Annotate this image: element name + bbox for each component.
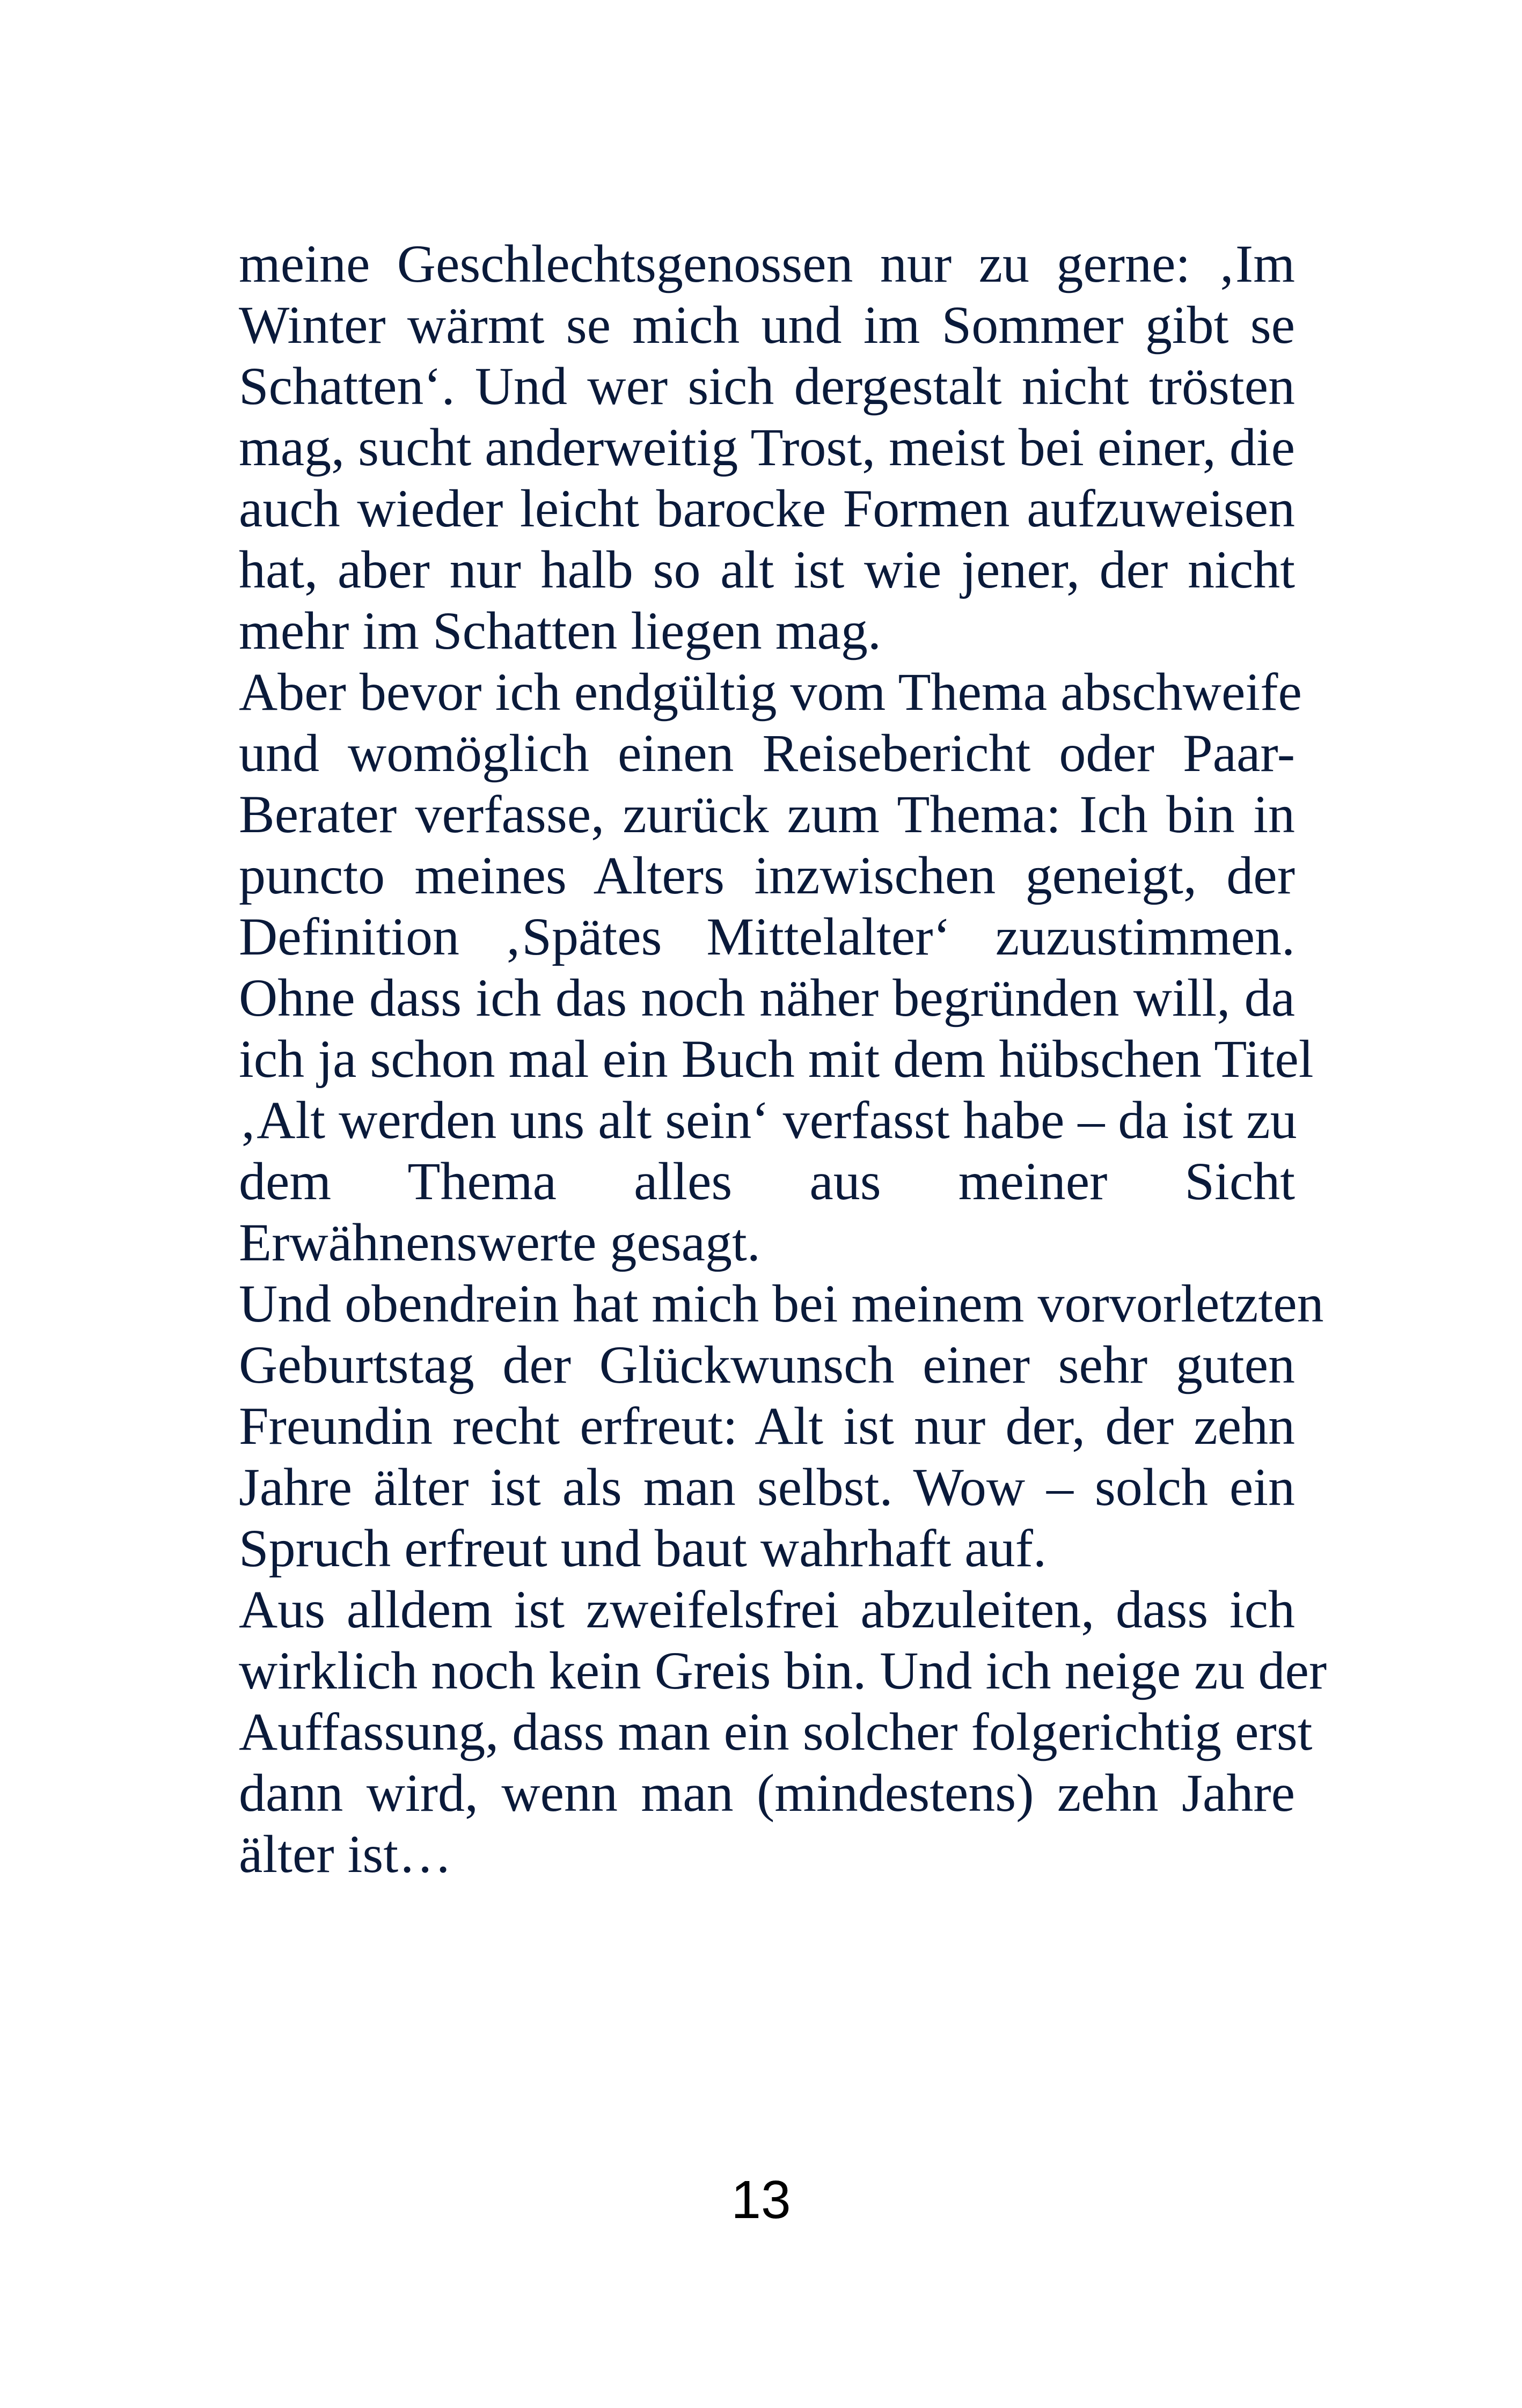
text-line: auch wieder leicht barocke Formen aufzuweisen [239,479,1295,538]
paragraph-1 [239,233,1295,662]
text-line: und womöglich einen Reisebericht oder Paar- [239,723,1295,783]
text-line: Winter wärmt se mich und im Sommer gibt se [239,295,1295,355]
text-line: Aber bevor ich endgültig vom Thema abschweife [239,662,1302,722]
text-line: Berater verfasse, zurück zum Thema: Ich bin in [239,784,1295,844]
text-line: älter ist… [239,1824,452,1884]
text-line: dann wird, wenn man (mindestens) zehn Jahre [239,1763,1295,1823]
text-line: mehr im Schatten liegen mag. [239,601,881,660]
text-line: Freundin recht erfreut: Alt ist nur der, der zehn [239,1396,1295,1456]
text-line: Und obendrein hat mich bei meinem vorvorletzten [239,1274,1324,1333]
text-line: Spruch erfreut und baut wahrhaft auf. [239,1518,1047,1578]
text-line: ich ja schon mal ein Buch mit dem hübschen Titel [239,1029,1314,1089]
text-line: Aus alldem ist zweifelsfrei abzuleiten, dass ich [239,1580,1295,1639]
text-line: dem Thema alles aus meiner Sicht [239,1151,1295,1211]
text-line: Definition ‚Spätes Mittelalter‘ zuzustimmen. [239,907,1295,966]
paragraph-3 [239,1273,1324,1579]
text-line: wirklich noch kein Greis bin. Und ich neige zu der [239,1641,1327,1700]
text-line: meine Geschlechtsgenossen nur zu gerne: ‚Im [239,234,1295,293]
text-line: hat, aber nur halb so alt ist wie jener, der nicht [239,540,1295,599]
text-line: mag, sucht anderweitig Trost, meist bei einer, die [239,417,1295,477]
text-line: Auffassung, dass man ein solcher folgerichtig erst [239,1702,1313,1761]
page-number: 13 [731,2170,791,2230]
text-line: Erwähnenswerte gesagt. [239,1213,760,1272]
text-line: puncto meines Alters inzwischen geneigt, der [239,846,1295,905]
text-line: Geburtstag der Glückwunsch einer sehr guten [239,1335,1295,1394]
paragraph-2 [239,662,1314,1273]
text-line: ‚Alt werden uns alt sein‘ verfasst habe – da ist zu [239,1090,1297,1150]
text-line: Ohne dass ich das noch näher begründen will, da [239,968,1295,1027]
body-text [239,233,1327,1885]
text-line: Jahre älter ist als man selbst. Wow – solch ein [239,1457,1295,1517]
paragraph-4 [239,1579,1327,1885]
text-line: Schatten‘. Und wer sich dergestalt nicht trösten [239,356,1295,416]
